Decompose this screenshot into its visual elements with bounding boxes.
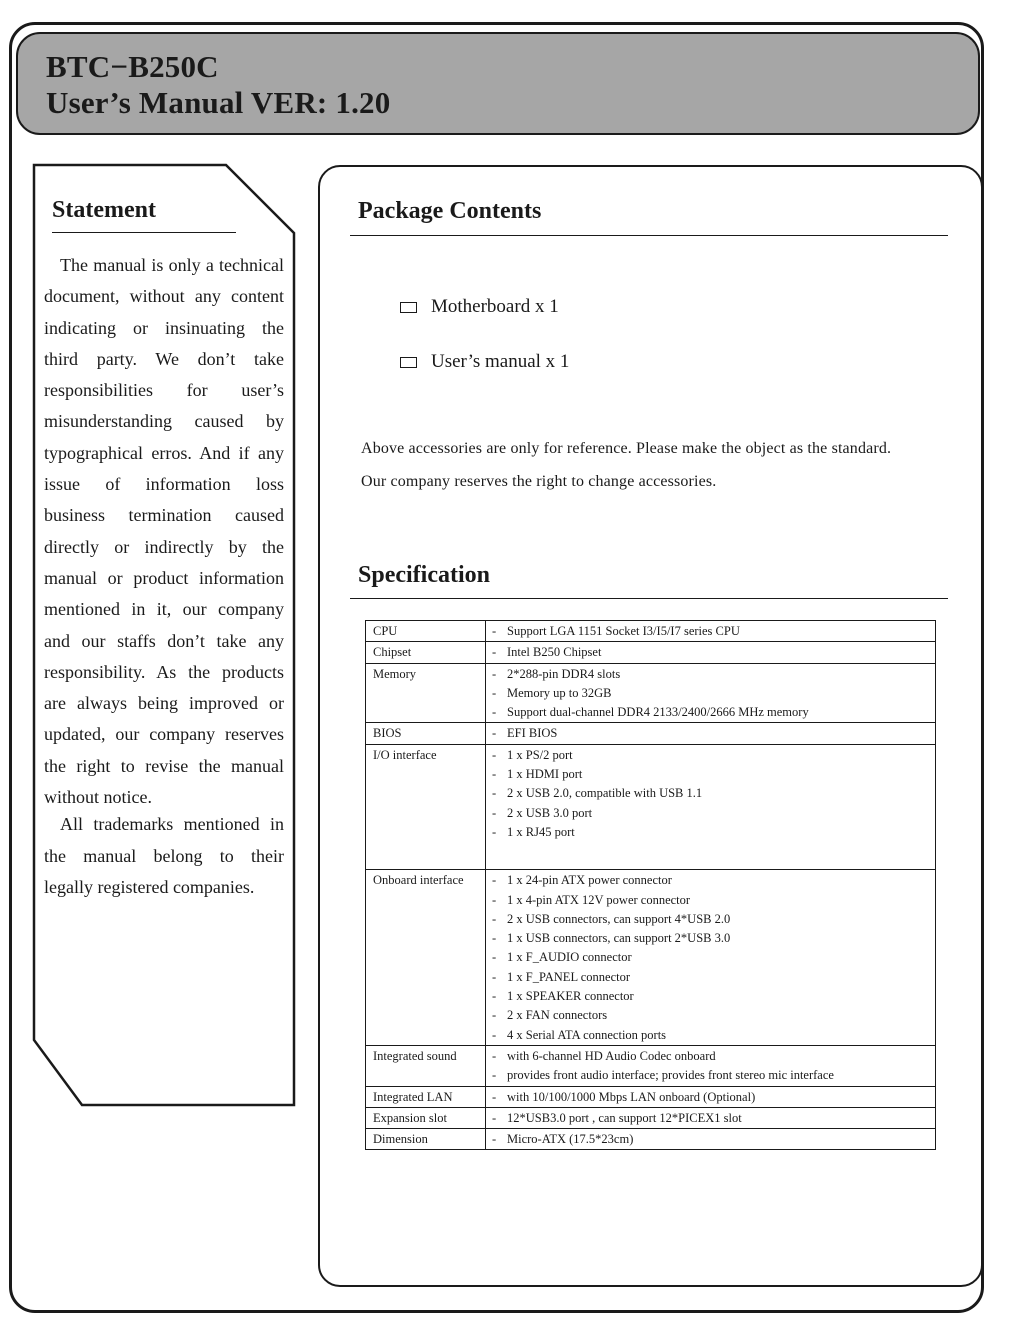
spec-value-line — [492, 1026, 935, 1045]
spec-value: 1 x 24-pin ATX power connector — [507, 873, 672, 888]
spec-value: Support LGA 1151 Socket I3/I5/I7 series CPU — [507, 624, 740, 638]
package-contents-divider — [350, 235, 948, 236]
spec-value-line — [492, 746, 935, 765]
spec-value-line — [492, 891, 935, 910]
spec-value-line — [492, 929, 935, 948]
spec-row — [366, 621, 936, 642]
spec-value: 1 x SPEAKER connector — [507, 989, 634, 1004]
spec-value: Micro-ATX (17.5*23cm) — [507, 1132, 634, 1147]
spec-value-line — [492, 1109, 935, 1128]
bullet-dash: - — [492, 624, 497, 638]
bullet-dash: - — [492, 1027, 497, 1042]
spec-value-cell — [486, 870, 936, 1046]
spec-row — [366, 744, 936, 869]
spec-value-line — [492, 622, 935, 641]
spec-label: Expansion slot — [373, 1110, 447, 1125]
spec-value: 2 x USB connectors, can support 4*USB 2.0 — [507, 911, 731, 926]
spec-value: 1 x 4-pin ATX 12V power connector — [507, 892, 691, 907]
statement-paragraph: The manual is only a technical document, without any content indicating or insinuating the third party. We don’t take responsibilities for user’s misunderstanding caused by typographical erros. And if any issue of information loss business termination caused directly or indirectly by the manual or product information mentioned in it, our company and our staffs don’t take any responsibility. As the products are always being improved or updated, our company reserves the right to revise the manual without notice. — [44, 255, 284, 808]
specification-table — [365, 620, 936, 1150]
spec-label: Onboard interface — [373, 873, 464, 888]
spec-value-line — [492, 823, 935, 842]
bullet-dash: - — [492, 1048, 497, 1063]
spec-row — [366, 1045, 936, 1086]
spec-value-line — [492, 910, 935, 929]
bullet-dash: - — [492, 911, 497, 926]
spec-value: Intel B250 Chipset — [507, 645, 602, 660]
spec-value-line — [492, 684, 935, 703]
spec-label: CPU — [373, 624, 398, 638]
spec-value: Support dual-channel DDR4 2133/2400/2666 MHz memory — [507, 705, 809, 720]
spec-label-cell — [366, 1129, 486, 1150]
spec-value-line — [492, 1047, 935, 1066]
bullet-dash: - — [492, 1068, 497, 1083]
statement-body — [44, 250, 284, 903]
statement-title: Statement — [52, 197, 156, 223]
checkbox-icon — [400, 302, 417, 313]
spec-value: 1 x USB connectors, can support 2*USB 3.0 — [507, 931, 731, 946]
spec-value-line — [492, 765, 935, 784]
spec-label-cell — [366, 621, 486, 642]
bullet-dash: - — [492, 666, 497, 681]
spec-label: I/O interface — [373, 747, 437, 762]
bullet-dash: - — [492, 989, 497, 1004]
spec-value: EFI BIOS — [507, 726, 558, 741]
spec-value-line — [492, 1066, 935, 1085]
bullet-dash: - — [492, 705, 497, 720]
package-note: Our company reserves the right to change accessories. — [361, 473, 717, 490]
spec-label: Integrated sound — [373, 1048, 457, 1063]
spec-label: Memory — [373, 666, 417, 681]
spec-label-cell — [366, 870, 486, 1046]
spec-row — [366, 1086, 936, 1107]
bullet-dash: - — [492, 1008, 497, 1023]
spec-label-cell — [366, 1086, 486, 1107]
spec-label-cell — [366, 642, 486, 663]
package-note: Above accessories are only for reference. Please make the object as the standard. — [361, 440, 892, 457]
spec-value: 1 x F_PANEL connector — [507, 969, 631, 984]
spec-value-line — [492, 1130, 935, 1149]
spec-label: Integrated LAN — [373, 1089, 453, 1104]
spec-value-line — [492, 948, 935, 967]
spec-value-cell — [486, 621, 936, 642]
spec-label: Dimension — [373, 1132, 428, 1147]
spec-value: provides front audio interface; provides front stereo mic interface — [507, 1068, 834, 1083]
spec-label: Chipset — [373, 645, 412, 660]
spec-value-line — [492, 804, 935, 823]
spec-value-cell — [486, 744, 936, 869]
spec-value: 2 x FAN connectors — [507, 1008, 608, 1023]
spec-label-cell — [366, 744, 486, 869]
spec-row — [366, 870, 936, 1046]
spec-value-line — [492, 987, 935, 1006]
bullet-dash: - — [492, 931, 497, 946]
spec-label-cell — [366, 1107, 486, 1128]
spec-value: 1 x HDMI port — [507, 767, 583, 782]
spec-value-cell — [486, 663, 936, 723]
bullet-dash: - — [492, 1110, 497, 1125]
spec-value: with 6-channel HD Audio Codec onboard — [507, 1048, 716, 1063]
spec-value-cell — [486, 1045, 936, 1086]
model-title: BTC−B250C — [46, 49, 219, 84]
spec-value: 12*USB3.0 port , can support 12*PICEX1 slot — [507, 1110, 742, 1125]
checkbox-icon — [400, 357, 417, 368]
bullet-dash: - — [492, 1132, 497, 1147]
bullet-dash: - — [492, 786, 497, 801]
bullet-dash: - — [492, 969, 497, 984]
bullet-dash: - — [492, 892, 497, 907]
spec-value-line — [492, 724, 935, 743]
spec-value-line — [492, 968, 935, 987]
spec-label: BIOS — [373, 726, 402, 741]
spec-row — [366, 1107, 936, 1128]
spec-value: 1 x PS/2 port — [507, 747, 573, 762]
spec-value-line — [492, 1006, 935, 1025]
bullet-dash: - — [492, 685, 497, 700]
spec-label-cell — [366, 723, 486, 744]
bullet-dash: - — [492, 805, 497, 820]
package-item — [400, 351, 569, 373]
bullet-dash: - — [492, 824, 497, 839]
spec-value-line — [492, 665, 935, 684]
spec-value: with 10/100/1000 Mbps LAN onboard (Optional) — [507, 1089, 756, 1104]
spec-label-cell — [366, 663, 486, 723]
bullet-dash: - — [492, 873, 497, 888]
bullet-dash: - — [492, 726, 497, 741]
package-item — [400, 296, 559, 318]
spec-value: 1 x RJ45 port — [507, 824, 575, 839]
statement-divider — [52, 232, 236, 233]
spec-row — [366, 723, 936, 744]
spec-value-cell — [486, 642, 936, 663]
specification-divider — [350, 598, 948, 599]
package-contents-title: Package Contents — [358, 198, 542, 224]
bullet-dash: - — [492, 1089, 497, 1104]
statement-paragraph: All trademarks mentioned in the manual belong to their legally registered companies. — [44, 814, 284, 897]
spec-value-line — [492, 1088, 935, 1107]
bullet-dash: - — [492, 767, 497, 782]
specification-title: Specification — [358, 562, 490, 588]
spec-value-cell — [486, 1107, 936, 1128]
spec-label-cell — [366, 1045, 486, 1086]
spec-row — [366, 1129, 936, 1150]
spec-value-line — [492, 703, 935, 722]
manual-version-title: User’s Manual VER: 1.20 — [46, 85, 391, 120]
spec-row — [366, 642, 936, 663]
spec-value-cell — [486, 1129, 936, 1150]
spec-value: Memory up to 32GB — [507, 685, 612, 700]
spec-value-line — [492, 784, 935, 803]
spec-value-line — [492, 643, 935, 662]
spec-value: 2*288-pin DDR4 slots — [507, 666, 621, 681]
bullet-dash: - — [492, 645, 497, 660]
spec-value: 2 x USB 3.0 port — [507, 805, 593, 820]
bullet-dash: - — [492, 950, 497, 965]
spec-value: 4 x Serial ATA connection ports — [507, 1027, 667, 1042]
spec-value-cell — [486, 723, 936, 744]
spec-value: 1 x F_AUDIO connector — [507, 950, 632, 965]
package-item-label: User’s manual x 1 — [431, 351, 570, 372]
spec-row — [366, 663, 936, 723]
spec-value-line — [492, 871, 935, 890]
bullet-dash: - — [492, 747, 497, 762]
spec-value: 2 x USB 2.0, compatible with USB 1.1 — [507, 786, 703, 801]
spec-value-cell — [486, 1086, 936, 1107]
package-item-label: Motherboard x 1 — [431, 296, 559, 317]
